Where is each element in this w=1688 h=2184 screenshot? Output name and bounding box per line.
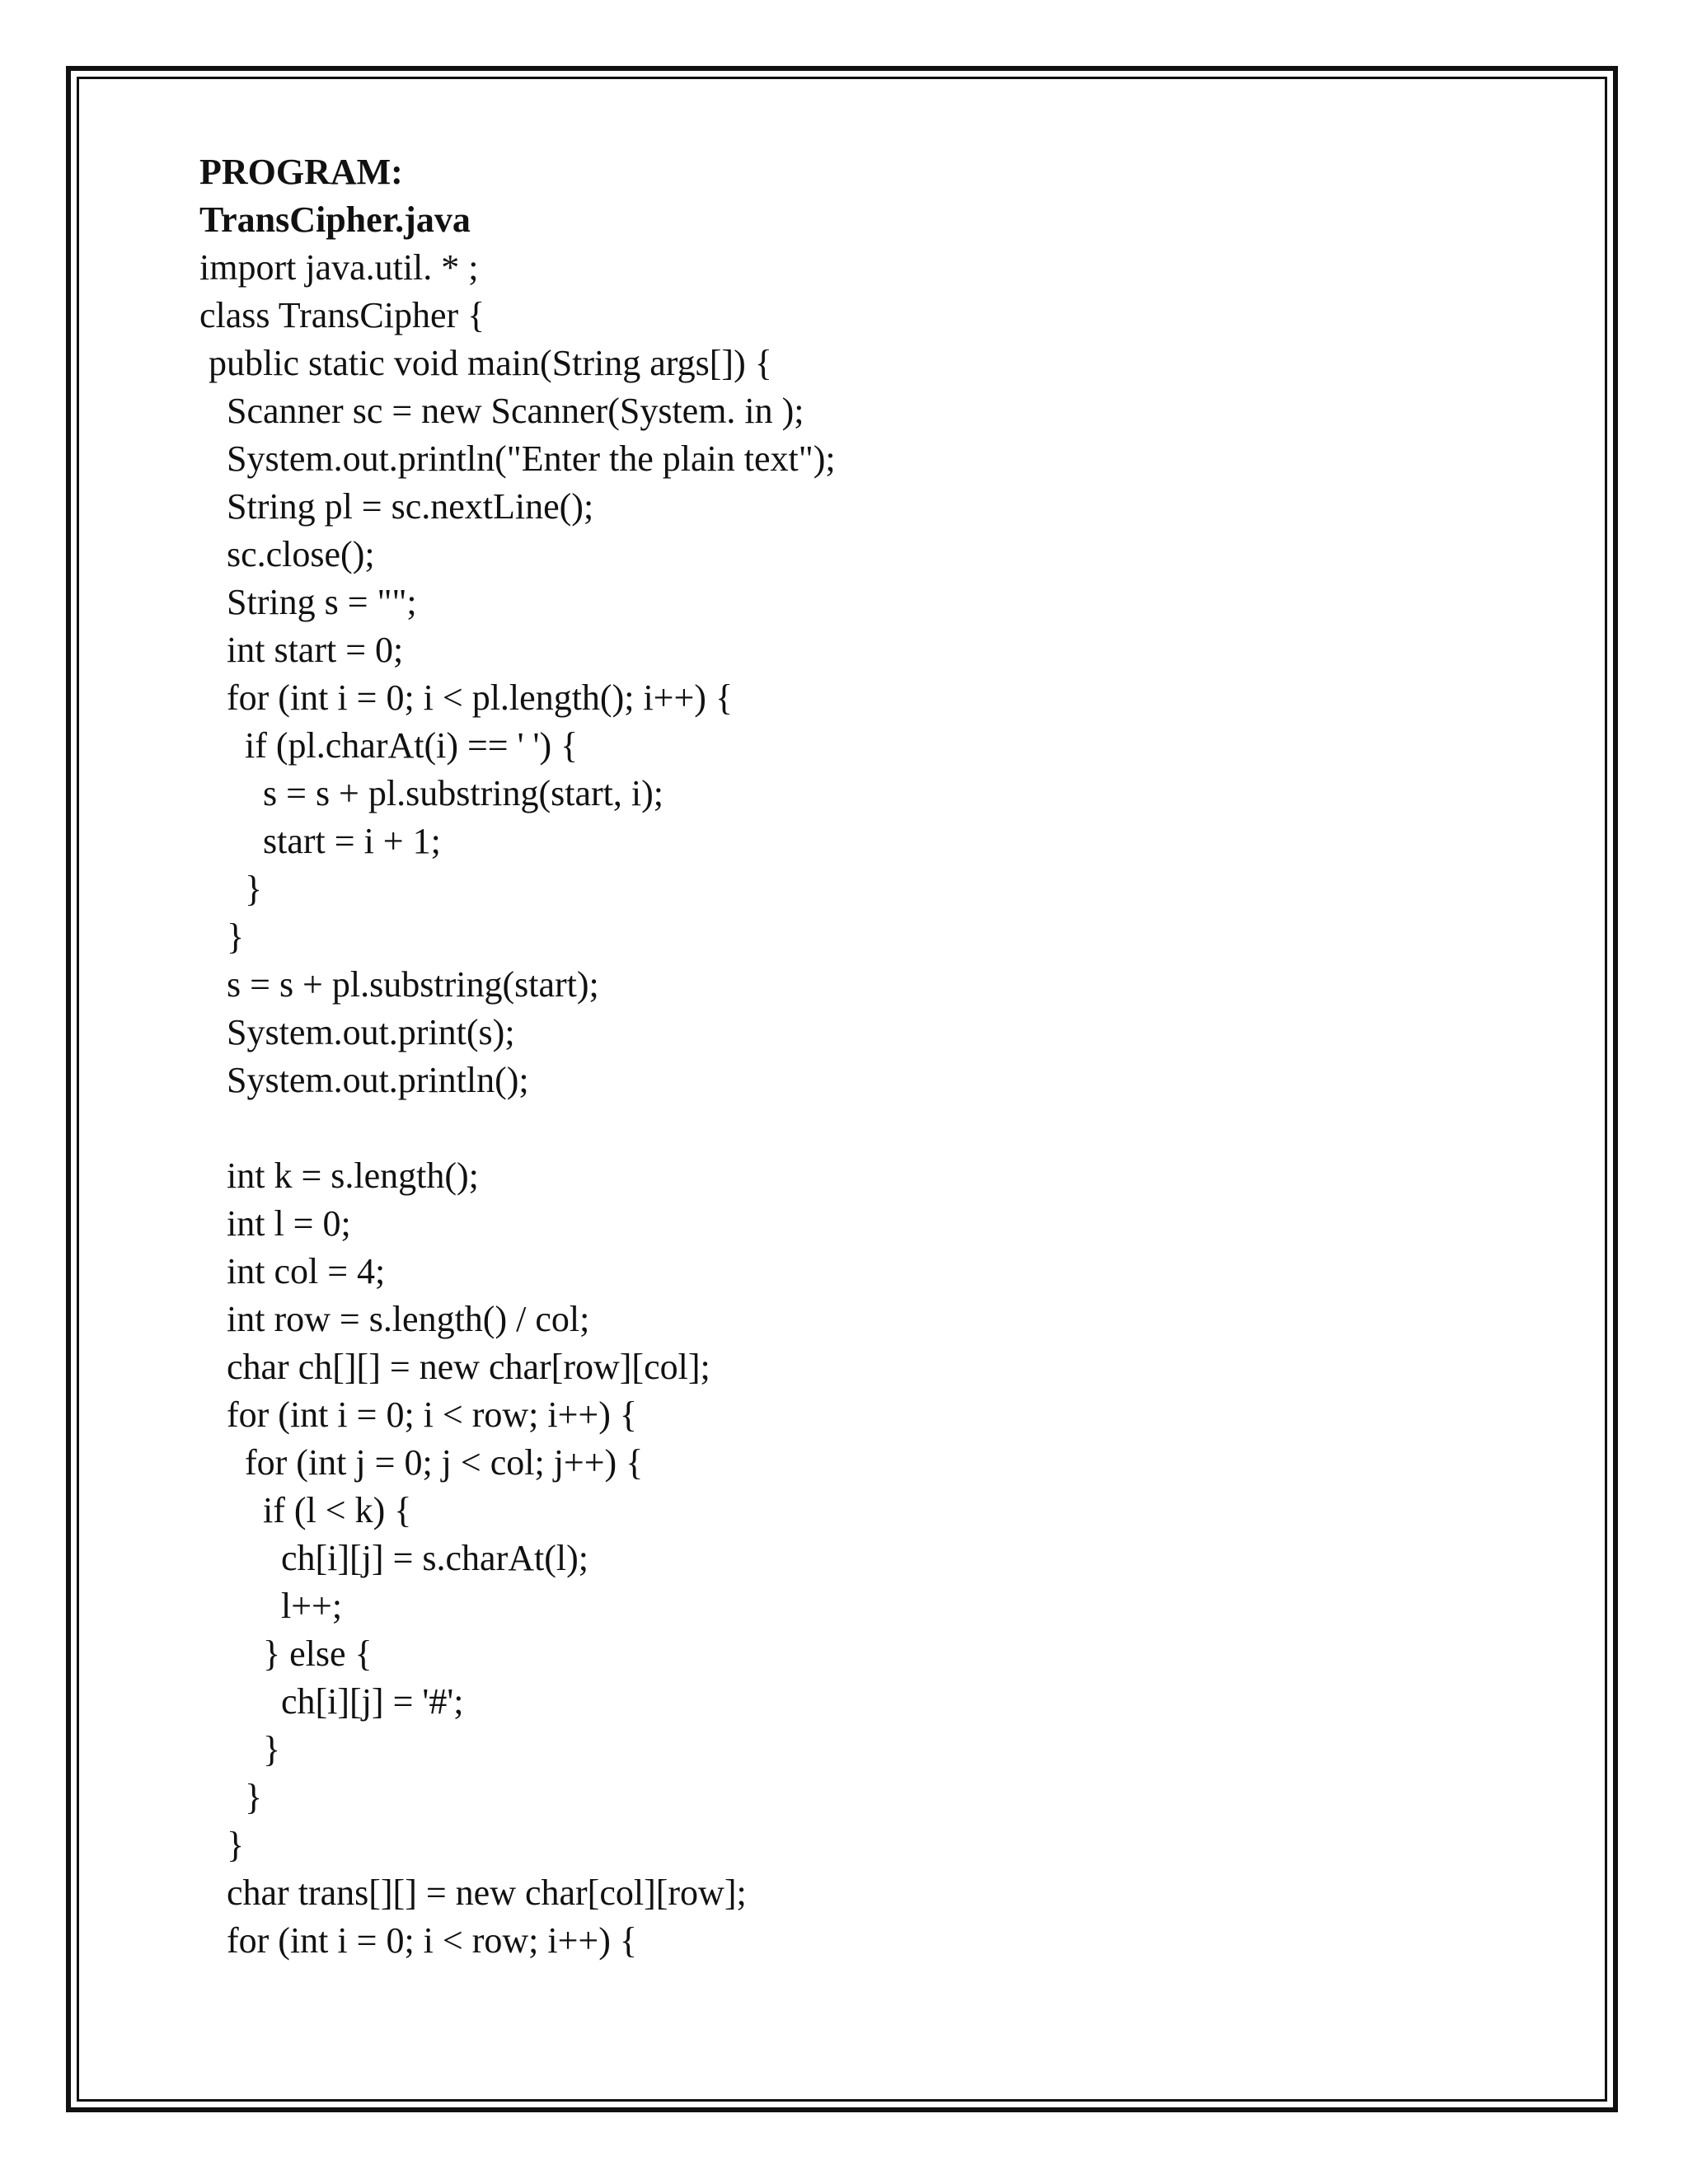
code-line: } else { xyxy=(199,1633,373,1674)
code-line: char ch[][] = new char[row][col]; xyxy=(199,1347,710,1387)
code-line: Scanner sc = new Scanner(System. in ); xyxy=(199,391,804,431)
file-name: TransCipher.java xyxy=(199,199,471,240)
code-line: class TransCipher { xyxy=(199,295,485,335)
code-line: ch[i][j] = '#'; xyxy=(199,1681,464,1722)
code-line: } xyxy=(199,869,263,909)
code-line: System.out.println(); xyxy=(199,1060,529,1100)
code-line: System.out.println("Enter the plain text"); xyxy=(199,438,836,479)
code-line: s = s + pl.substring(start); xyxy=(199,964,599,1005)
code-line: for (int i = 0; i < pl.length(); i++) { xyxy=(199,677,734,718)
code-line: String s = ""; xyxy=(199,582,417,622)
code-line: int l = 0; xyxy=(199,1203,351,1244)
code-line: for (int j = 0; j < col; j++) { xyxy=(199,1442,644,1483)
code-line: start = i + 1; xyxy=(199,821,441,861)
code-line: String pl = sc.nextLine(); xyxy=(199,486,594,527)
code-line: sc.close(); xyxy=(199,534,375,574)
code-line: int k = s.length(); xyxy=(199,1155,479,1196)
code-line: s = s + pl.substring(start, i); xyxy=(199,773,663,813)
code-line: if (l < k) { xyxy=(199,1490,412,1530)
code-line: } xyxy=(199,1777,263,1817)
code-line: int row = s.length() / col; xyxy=(199,1299,590,1339)
code-line: char trans[][] = new char[col][row]; xyxy=(199,1872,747,1913)
code-line xyxy=(199,1104,1559,1152)
code-line: import java.util. * ; xyxy=(199,247,479,288)
program-heading: PROGRAM: xyxy=(199,152,403,192)
code-line: for (int i = 0; i < row; i++) { xyxy=(199,1394,637,1435)
code-line: } xyxy=(199,1825,245,1865)
code-line: l++; xyxy=(199,1586,343,1626)
code-line: if (pl.charAt(i) == ' ') { xyxy=(199,725,579,766)
code-line: int col = 4; xyxy=(199,1251,386,1291)
code-line: for (int i = 0; i < row; i++) { xyxy=(199,1920,637,1961)
code-line: System.out.print(s); xyxy=(199,1012,515,1052)
code-line: } xyxy=(199,916,245,957)
code-line: int start = 0; xyxy=(199,630,404,670)
code-line: public static void main(String args[]) { xyxy=(199,343,772,383)
document-content xyxy=(199,148,1559,1965)
code-line: ch[i][j] = s.charAt(l); xyxy=(199,1538,588,1578)
code-block xyxy=(199,244,1559,1965)
code-line: } xyxy=(199,1729,281,1769)
